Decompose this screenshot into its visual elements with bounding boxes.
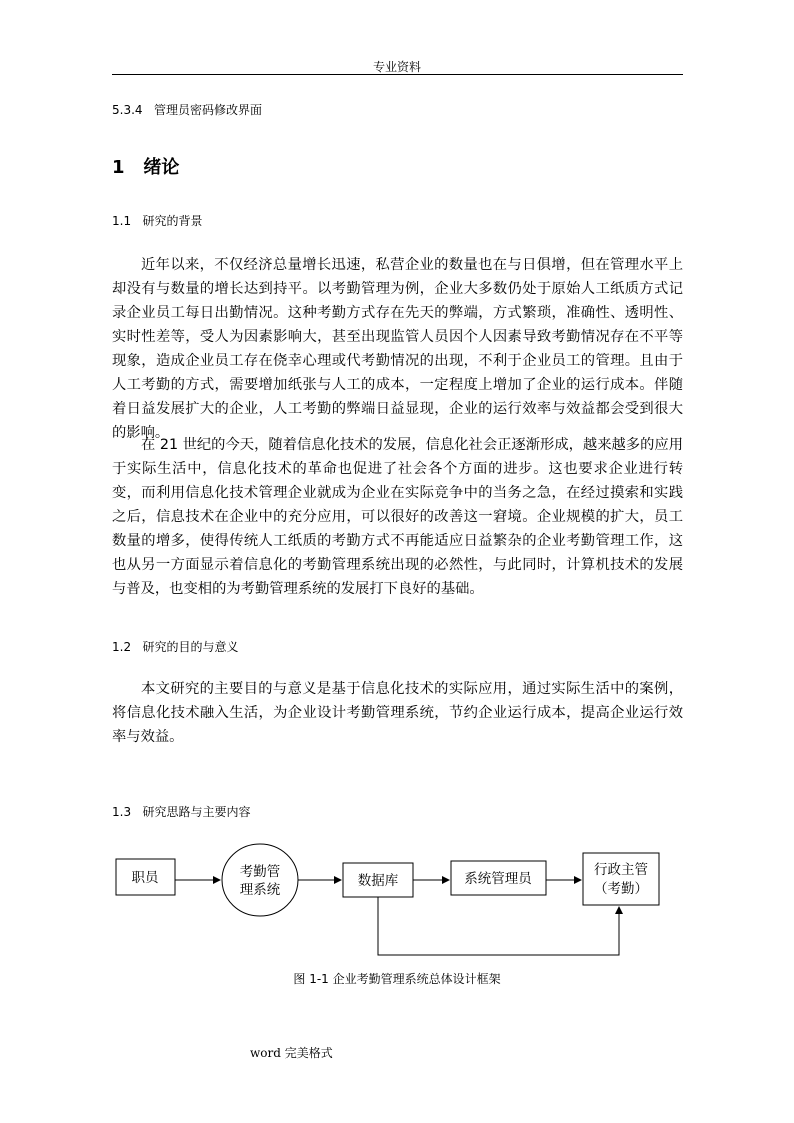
page-header: 专业资料: [372, 60, 421, 74]
attendance-system-label-1: 考勤管: [239, 864, 281, 880]
section-title: 研究的背景: [142, 214, 203, 228]
admin-supervisor-node: [583, 853, 659, 905]
database-node: [343, 863, 413, 897]
employee-node: [116, 859, 175, 895]
attendance-system-label-2: 理系统: [239, 882, 281, 898]
header-rule: [112, 74, 683, 75]
sysadmin-label: 系统管理员: [464, 871, 532, 887]
section-number: 1.1: [112, 214, 132, 228]
paragraph-background-1: 近年以来，不仅经济总量增长迅速，私营企业的数量也在与日俱增，但在管理水平上却没有与数量的增长达到持平。以考勤管理为例，企业大多数仍处于原始人工纸质方式记录企业员工每日出勤情况。这种考勤方式存在先天的弊端，方式繁琐，准确性、透明性、实时性差等，受人为因素影响大，甚至出现监管人员因个人因素导致考勤情况存在不平等现象，造成企业员工存在侥幸心理或代考勤情况的出现，不利于企业员工的管理。且由于人工考勤的方式，需要增加纸张与人工的成本，一定程度上增加了企业的运行成本。伴随着日益发展扩大的企业，人工考勤的弊端日益显现，企业的运行效率与效益都会受到很大的影响。: [112, 257, 683, 441]
figure-caption: 图 1-1 企业考勤管理系统总体设计框架: [293, 972, 501, 986]
toc-number: 5.3.4: [112, 103, 143, 117]
database-label: 数据库: [357, 873, 399, 889]
chapter-title: 绪论: [143, 157, 180, 178]
section-title: 研究的目的与意义: [142, 640, 239, 654]
admin-supervisor-label-1: 行政主管: [594, 862, 648, 878]
attendance-system-node: [222, 844, 298, 916]
paragraph-purpose: 本文研究的主要目的与意义是基于信息化技术的实际应用，通过实际生活中的案例，将信息化技术融入生活，为企业设计考勤管理系统，节约企业运行成本，提高企业运行效率与效益。: [112, 681, 683, 745]
section-title: 研究思路与主要内容: [142, 805, 251, 819]
section-heading-1-2: [112, 638, 239, 655]
section-heading-1-1: [112, 212, 203, 229]
admin-supervisor-label-2: （考勤）: [594, 881, 648, 897]
paragraph-background-2: 在 21 世纪的今天，随着信息化技术的发展，信息化社会正逐渐形成，越来越多的应用于实际生活中，信息化技术的革命也促进了社会各个方面的进步。这也要求企业进行转变，而利用信息化技术管理企业就成为企业在实际竞争中的当务之急，在经过摸索和实践之后，信息技术在企业中的充分应用，可以很好的改善这一窘境。企业规模的扩大，员工数量的增多，使得传统人工纸质的考勤方式不再能适应日益繁杂的企业考勤管理工作，这也从另一方面显示着信息化的考勤管理系统出现的必然性，与此同时，计算机技术的发展与普及，也变相的为考勤管理系统的发展打下良好的基础。: [112, 437, 683, 597]
chapter-number: 1: [112, 157, 125, 178]
section-number: 1.3: [112, 805, 132, 819]
section-number: 1.2: [112, 640, 132, 654]
toc-label: 管理员密码修改界面: [154, 103, 263, 117]
sysadmin-node: [451, 861, 546, 895]
chapter-heading: [112, 153, 179, 179]
arrow-database-to-supervisor: [378, 897, 619, 955]
system-framework-diagram: [112, 843, 683, 961]
toc-entry: [112, 101, 262, 118]
page-footer: word 完美格式: [250, 1046, 333, 1060]
employee-label: 职员: [131, 870, 159, 886]
section-heading-1-3: [112, 803, 251, 820]
